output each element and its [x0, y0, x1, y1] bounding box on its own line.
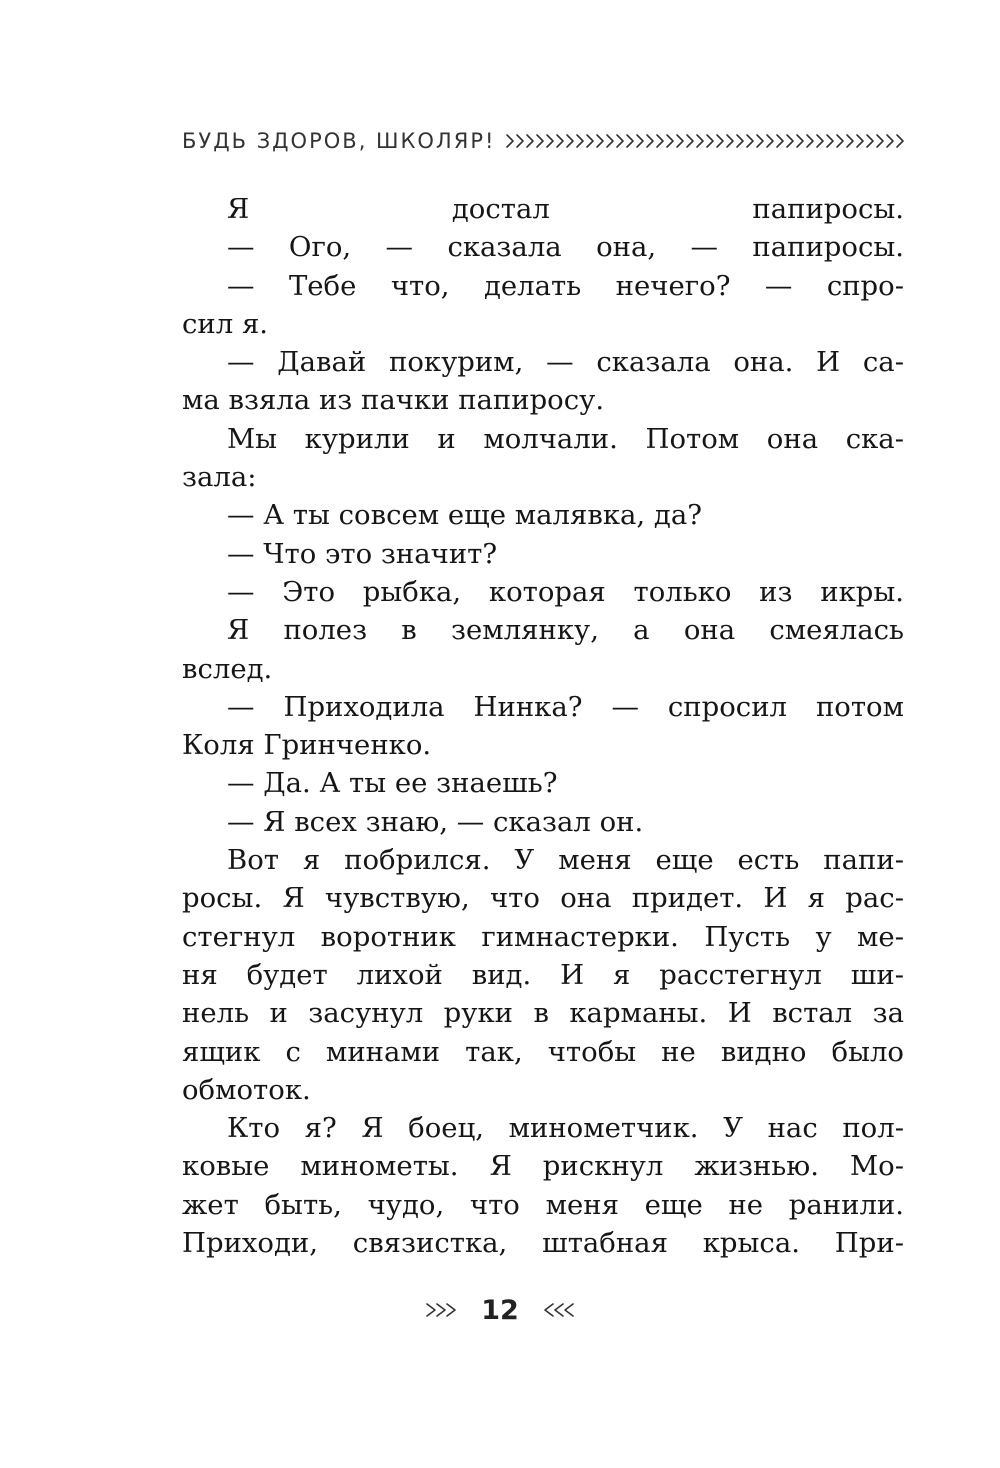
- text-line: ма взяла из пачки папиросу.: [182, 384, 605, 417]
- chevron-right-icon: [423, 1298, 467, 1322]
- text-line: обмоток.: [182, 1073, 311, 1106]
- text-line: сил я.: [182, 307, 269, 340]
- running-title: БУДЬ ЗДОРОВ, ШКОЛЯР!: [182, 129, 496, 153]
- text-line: — Да. А ты ее знаешь?: [227, 767, 558, 800]
- text-line: зала:: [182, 461, 257, 494]
- text-line: росы. Я чувствую, что она придет. И я рас-: [182, 882, 904, 915]
- body-text: [182, 190, 904, 1262]
- text-line: — Ого, — сказала она, — папиросы.: [227, 231, 904, 264]
- text-line: вслед.: [182, 652, 273, 685]
- text-line: Вот я побрился. У меня еще есть папи-: [227, 844, 904, 877]
- text-line: жет быть, чудо, что меня еще не ранили.: [182, 1188, 904, 1221]
- text-line: Коля Гринченко.: [182, 729, 432, 762]
- chevron-left-icon: [533, 1298, 577, 1322]
- text-line: — Я всех знаю, — сказал он.: [227, 805, 644, 838]
- text-line: ковые минометы. Я рискнул жизнью. Мо-: [182, 1150, 904, 1183]
- text-line: — Давай покурим, — сказала она. И са-: [227, 346, 904, 379]
- text-line: ящик с минами так, чтобы не видно было: [182, 1035, 904, 1068]
- text-line: Я полез в землянку, а она смеялась: [227, 614, 904, 647]
- text-line: стегнул воротник гимнастерки. Пусть у ме-: [182, 920, 904, 953]
- text-line: нель и засунул руки в карманы. И встал за: [182, 997, 904, 1030]
- text-line: Кто я? Я боец, минометчик. У нас пол-: [227, 1112, 904, 1145]
- text-line: — Приходила Нинка? — спросил потом: [227, 690, 904, 723]
- page-footer: [0, 1290, 1000, 1330]
- text-line: ня будет лихой вид. И я расстегнул ши-: [182, 958, 904, 991]
- text-line: — Тебе что, делать нечего? — спро-: [227, 269, 904, 302]
- text-line: — Это рыбка, которая только из икры.: [227, 575, 904, 608]
- text-line: — Что это значит?: [227, 537, 498, 570]
- page-number: 12: [481, 1294, 519, 1326]
- chevron-ornament: [505, 129, 904, 153]
- text-line: Я достал папиросы.: [227, 193, 904, 225]
- running-head: [182, 124, 904, 158]
- text-line: Приходи, связистка, штабная крыса. При-: [182, 1227, 904, 1260]
- text-line: Мы курили и молчали. Потом она ска-: [227, 422, 904, 455]
- text-line: — А ты совсем еще малявка, да?: [227, 499, 702, 532]
